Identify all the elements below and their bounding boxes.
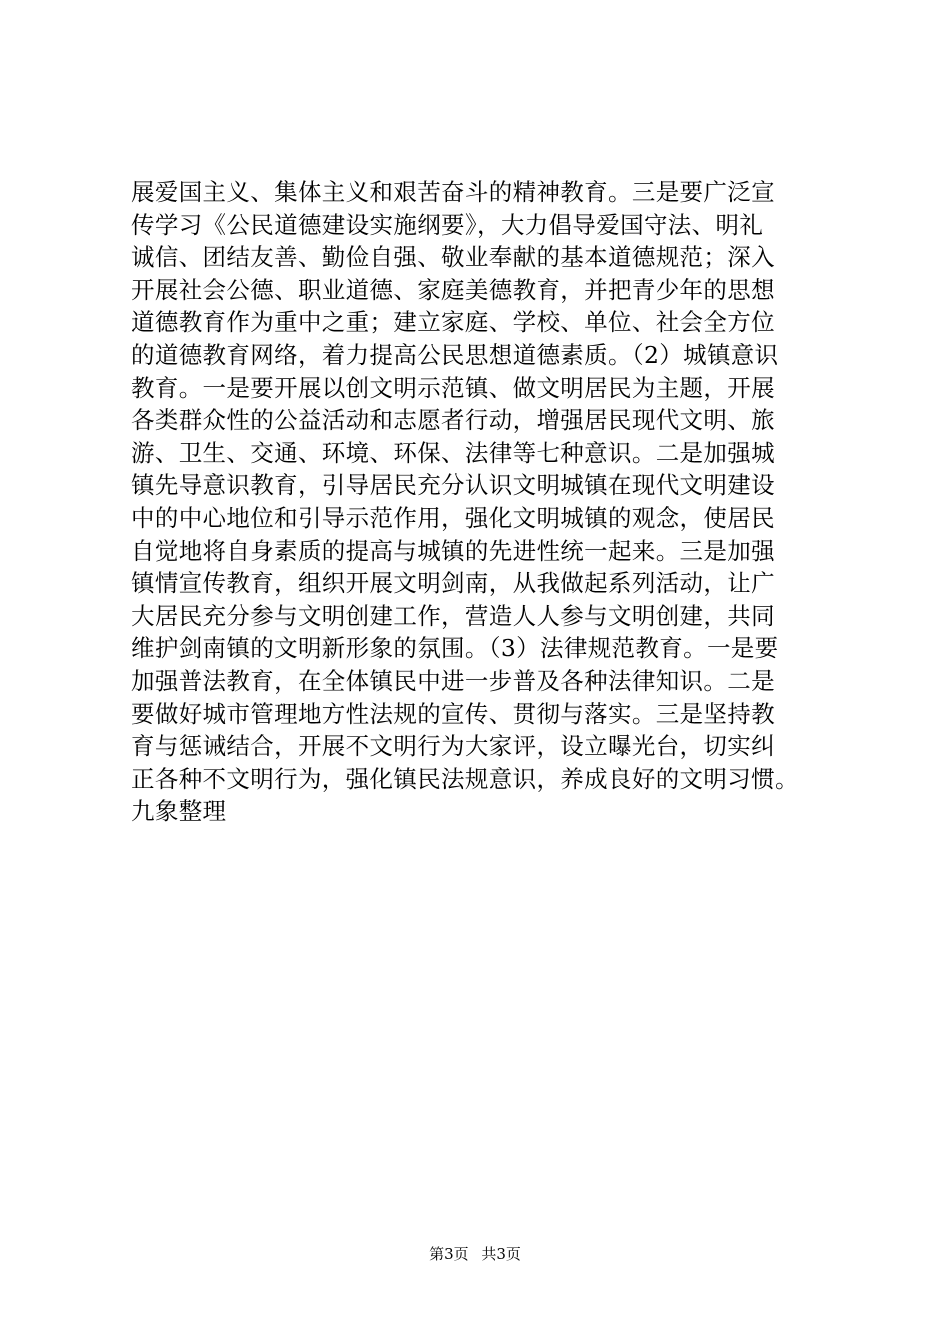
text-line: 传学习《公民道德建设实施纲要》，大力倡导爱国守法、明礼 (131, 210, 764, 239)
text-line: 展爱国主义、集体主义和艰苦奋斗的精神教育。三是要广泛宣 (131, 178, 775, 206)
text-line: 加强普法教育，在全体镇民中进一步普及各种法律知识。二是 (131, 666, 775, 695)
text-line: 九象整理 (131, 797, 227, 826)
text-line: 的道德教育网络，着力提高公民思想道德素质。（2）城镇意识 (131, 340, 779, 369)
text-line: 大居民充分参与文明创建工作，营造人人参与文明创建，共同 (131, 601, 775, 630)
text-line: 各类群众性的公益活动和志愿者行动，增强居民现代文明、旅 (131, 406, 775, 435)
text-line: 自觉地将自身素质的提高与城镇的先进性统一起来。三是加强 (131, 536, 775, 565)
text-line: 育与惩诫结合，开展不文明行为大家评，设立曝光台，切实纠 (131, 732, 775, 761)
page-number: 第3页 (429, 1245, 469, 1263)
text-line: 开展社会公德、职业道德、家庭美德教育，并把青少年的思想 (131, 275, 775, 304)
text-line: 正各种不文明行为，强化镇民法规意识，养成良好的文明习惯。 (131, 764, 799, 793)
text-line: 游、卫生、交通、环境、环保、法律等七种意识。二是加强城 (131, 438, 775, 467)
text-line: 镇先导意识教育，引导居民充分认识文明城镇在现代文明建设 (131, 471, 775, 500)
page-total: 共3页 (481, 1245, 521, 1263)
text-line: 诚信、团结友善、勤俭自强、敬业奉献的基本道德规范；深入 (131, 243, 775, 272)
page-footer (0, 1244, 950, 1264)
text-line: 维护剑南镇的文明新形象的氛围。（3）法律规范教育。一是要 (131, 634, 779, 663)
text-line: 镇情宣传教育，组织开展文明剑南，从我做起系列活动，让广 (131, 569, 775, 598)
text-line: 中的中心地位和引导示范作用，强化文明城镇的观念，使居民 (131, 503, 775, 532)
body-text (131, 176, 851, 828)
text-line: 要做好城市管理地方性法规的宣传、贯彻与落实。三是坚持教 (131, 699, 775, 728)
text-line: 道德教育作为重中之重；建立家庭、学校、单位、社会全方位 (131, 308, 775, 337)
text-line: 教育。一是要开展以创文明示范镇、做文明居民为主题，开展 (131, 373, 775, 402)
